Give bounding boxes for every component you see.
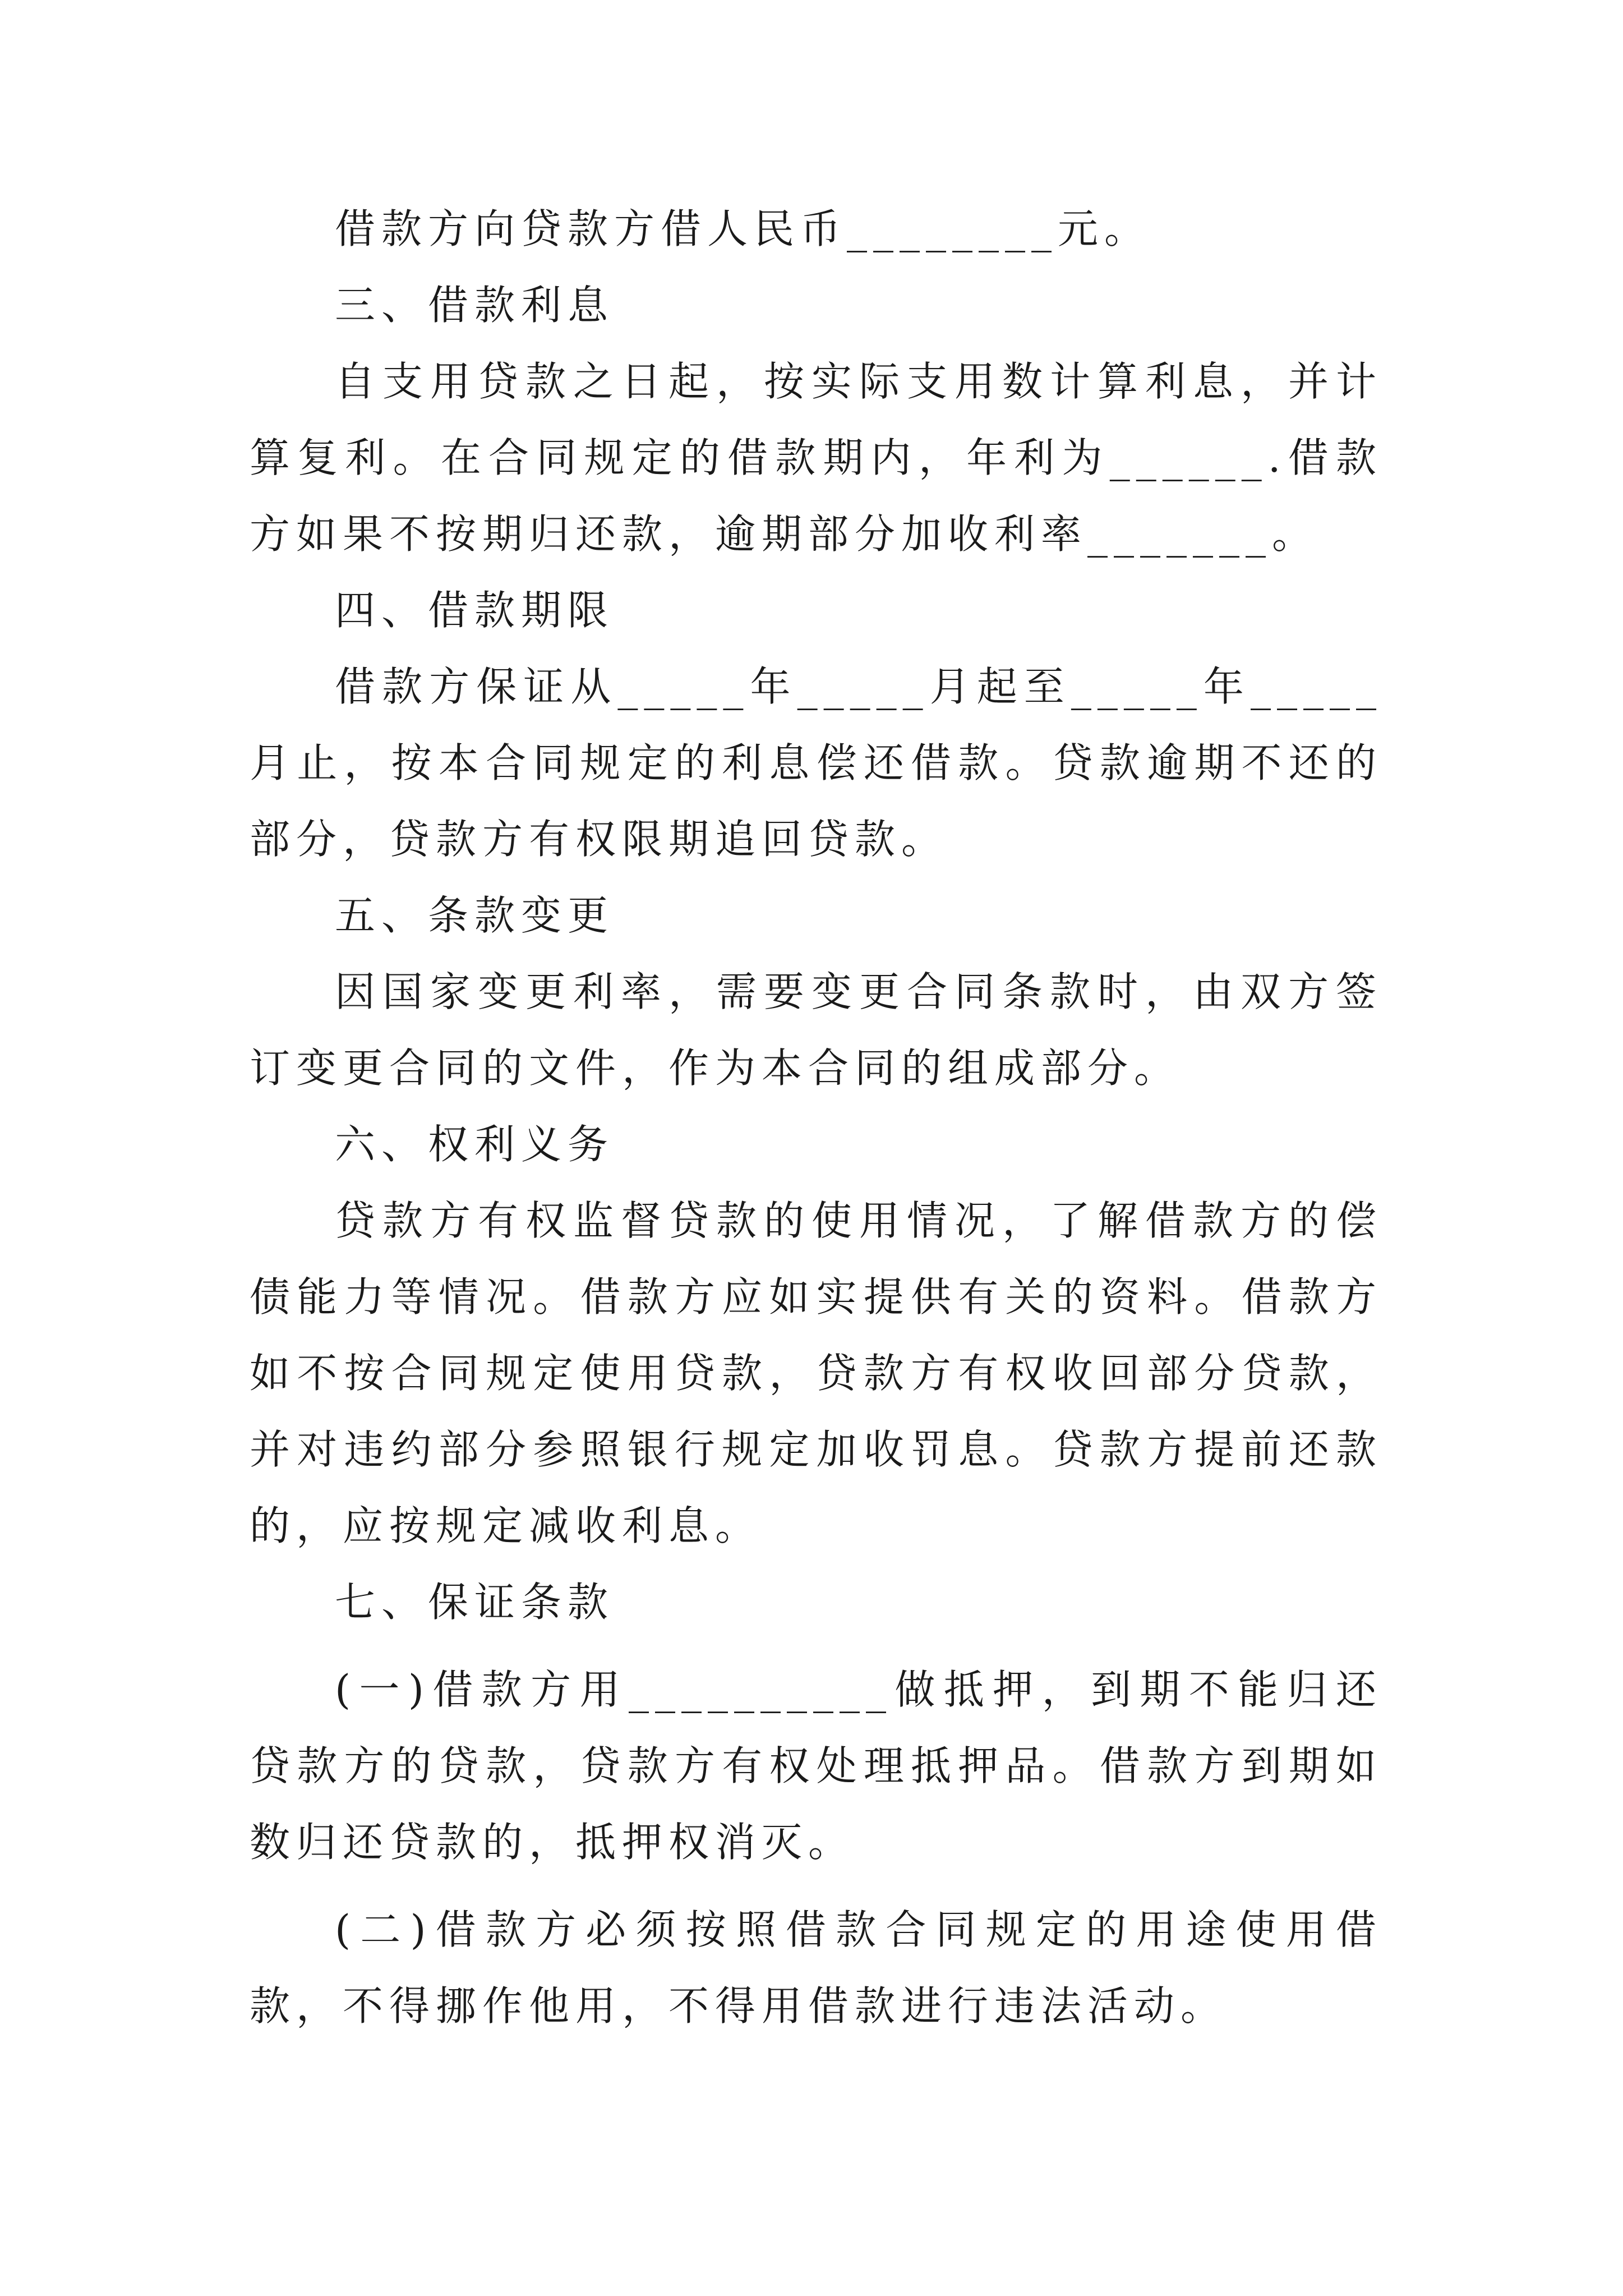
term-paragraph: 借款方保证从_____年_____月起至_____年_____月止，按本合同规定的利息偿还借款。贷款逾期不还的部分，贷款方有权限期追回贷款。 bbox=[250, 663, 1382, 863]
loan-amount-paragraph: 借款方向贷款方借人民币________元。 bbox=[335, 205, 1151, 252]
section-heading-amendment: 五、条款变更 bbox=[335, 892, 615, 939]
amendment-paragraph: 因国家变更利率，需要变更合同条款时，由双方签订变更合同的文件，作为本合同的组成部分。 bbox=[250, 968, 1382, 1092]
guarantee-clause-2: (二)借款方必须按照借款合同规定的用途使用借款，不得挪作他用，不得用借款进行违法活动。 bbox=[250, 1906, 1382, 2030]
rights-paragraph: 贷款方有权监督贷款的使用情况，了解借款方的偿债能力等情况。借款方应如实提供有关的资料。借款方如不按合同规定使用贷款，贷款方有权收回部分贷款，并对违约部分参照银行规定加收罚息。贷款方提前还款的，应按规定减收利息。 bbox=[250, 1197, 1382, 1549]
document-body bbox=[250, 191, 1382, 2044]
section-heading-rights: 六、权利义务 bbox=[335, 1121, 615, 1168]
interest-paragraph: 自支用贷款之日起，按实际支用数计算利息，并计算复利。在合同规定的借款期内，年利为______.借款方如果不按期归还款，逾期部分加收利率_______。 bbox=[250, 358, 1382, 558]
guarantee-clause-1: (一)借款方用__________做抵押，到期不能归还贷款方的贷款，贷款方有权处理抵押品。借款方到期如数归还贷款的，抵押权消灭。 bbox=[250, 1666, 1382, 1866]
section-heading-term: 四、借款期限 bbox=[335, 587, 615, 634]
section-heading-guarantee: 七、保证条款 bbox=[335, 1579, 615, 1626]
section-heading-interest: 三、借款利息 bbox=[335, 282, 615, 329]
